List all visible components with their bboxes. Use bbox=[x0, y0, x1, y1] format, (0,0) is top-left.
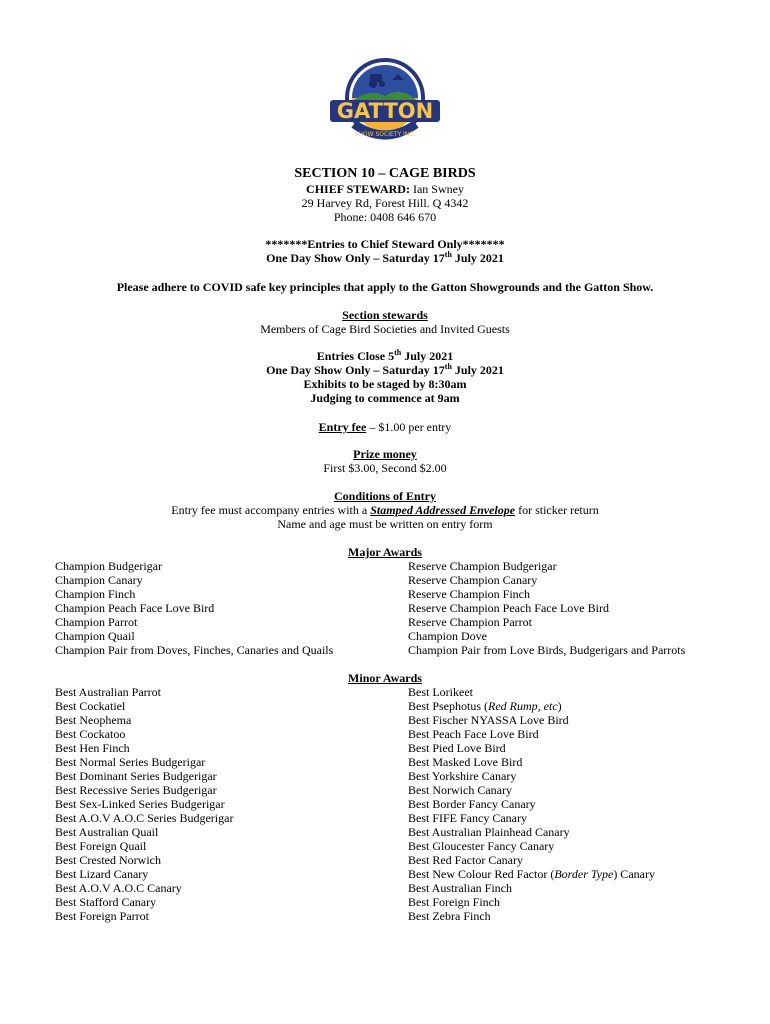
award-item: Best A.O.V A.O.C Canary bbox=[55, 881, 182, 895]
entries-close-text-end: July 2021 bbox=[401, 349, 454, 363]
minor-awards-list bbox=[55, 685, 735, 925]
minor-awards-right bbox=[408, 685, 738, 923]
award-item: Best FIFE Fancy Canary bbox=[408, 811, 527, 825]
conditions-heading: Conditions of Entry bbox=[333, 489, 437, 503]
award-item: Best Norwich Canary bbox=[408, 783, 512, 797]
steward-phone: Phone: 0408 646 670 bbox=[333, 210, 437, 224]
conditions-line-1-text: Entry fee must accompany entries with a bbox=[171, 503, 371, 517]
minor-awards-heading: Minor Awards bbox=[348, 671, 422, 685]
award-item: Best Neophema bbox=[55, 713, 132, 727]
show-day-2-text: One Day Show Only – Saturday 17 bbox=[266, 363, 445, 377]
award-item: Best Dominant Series Budgerigar bbox=[55, 769, 217, 783]
award-item: Best Stafford Canary bbox=[55, 895, 157, 909]
staging-time: Exhibits to be staged by 8:30am bbox=[303, 377, 467, 391]
award-item: Champion Peach Face Love Bird bbox=[55, 601, 215, 615]
logo-text: GATTON bbox=[336, 99, 434, 123]
award-item: Champion Canary bbox=[55, 573, 143, 587]
covid-note: Please adhere to COVID safe key principles that apply to the Gatton Showgrounds and the Gatton Show. bbox=[116, 280, 654, 294]
entry-fee bbox=[0, 420, 770, 434]
section-stewards-heading: Section stewards bbox=[342, 308, 428, 322]
award-item: Best Yorkshire Canary bbox=[408, 769, 517, 783]
show-day-sup: th bbox=[444, 250, 452, 259]
major-awards-list bbox=[55, 559, 735, 659]
award-item: Champion Budgerigar bbox=[55, 559, 162, 573]
award-item: Best Australian Finch bbox=[408, 881, 512, 895]
award-item: Reserve Champion Finch bbox=[408, 587, 530, 601]
prize-money-text: First $3.00, Second $2.00 bbox=[323, 461, 447, 475]
award-item: Champion Parrot bbox=[55, 615, 138, 629]
award-item: Best Border Fancy Canary bbox=[408, 797, 536, 811]
chief-steward-label: CHIEF STEWARD: bbox=[306, 182, 410, 196]
minor-awards-left bbox=[55, 685, 405, 923]
steward-address: 29 Harvey Rd, Forest Hill. Q 4342 bbox=[301, 196, 469, 210]
award-item: Best Masked Love Bird bbox=[408, 755, 523, 769]
award-item: Best Crested Norwich bbox=[55, 853, 161, 867]
award-item: Best New Colour Red Factor (Border Type) Canary bbox=[408, 867, 655, 881]
chief-steward bbox=[0, 182, 770, 196]
award-item: Best Foreign Parrot bbox=[55, 909, 149, 923]
conditions-line-2: Name and age must be written on entry form bbox=[277, 517, 493, 531]
logo-ring-text: SHOW SOCIETY INC. bbox=[354, 131, 416, 138]
award-item: Best Psephotus (Red Rump, etc) bbox=[408, 699, 562, 713]
award-item: Best Zebra Finch bbox=[408, 909, 491, 923]
award-item: Best Pied Love Bird bbox=[408, 741, 506, 755]
entries-close-sup: th bbox=[394, 348, 402, 357]
award-item: Best Recessive Series Budgerigar bbox=[55, 783, 217, 797]
award-item: Best Foreign Quail bbox=[55, 839, 147, 853]
award-item: Best Australian Quail bbox=[55, 825, 159, 839]
entries-note: *******Entries to Chief Steward Only******* bbox=[265, 237, 505, 251]
award-item: Best Australian Parrot bbox=[55, 685, 161, 699]
show-day-line-2 bbox=[0, 363, 770, 377]
award-item: Best Foreign Finch bbox=[408, 895, 500, 909]
award-item: Best Lorikeet bbox=[408, 685, 473, 699]
section-stewards-text: Members of Cage Bird Societies and Invited Guests bbox=[260, 322, 510, 336]
award-item: Best Australian Plainhead Canary bbox=[408, 825, 570, 839]
entries-close bbox=[0, 349, 770, 363]
award-item: Reserve Champion Canary bbox=[408, 573, 538, 587]
section-title: SECTION 10 – CAGE BIRDS bbox=[294, 166, 476, 181]
gatton-show-society-logo bbox=[326, 50, 444, 150]
award-item: Best Cockatoo bbox=[55, 727, 126, 741]
award-item: Best Sex-Linked Series Budgerigar bbox=[55, 797, 225, 811]
show-day-2-text-end: July 2021 bbox=[451, 363, 504, 377]
award-item: Best Normal Series Budgerigar bbox=[55, 755, 206, 769]
entry-fee-label: Entry fee bbox=[318, 420, 367, 434]
conditions-line-1 bbox=[0, 503, 770, 517]
conditions-line-1-end: for sticker return bbox=[515, 503, 599, 517]
show-day-2-sup: th bbox=[444, 362, 452, 371]
award-item: Reserve Champion Parrot bbox=[408, 615, 532, 629]
award-item: Best Hen Finch bbox=[55, 741, 130, 755]
entry-fee-text: – $1.00 per entry bbox=[366, 420, 452, 434]
judging-time: Judging to commence at 9am bbox=[310, 391, 460, 405]
show-day-text-end: July 2021 bbox=[451, 251, 504, 265]
award-item: Best Lizard Canary bbox=[55, 867, 149, 881]
award-item: Reserve Champion Budgerigar bbox=[408, 559, 557, 573]
award-item: Reserve Champion Peach Face Love Bird bbox=[408, 601, 609, 615]
award-item: Best Gloucester Fancy Canary bbox=[408, 839, 555, 853]
award-item: Best Peach Face Love Bird bbox=[408, 727, 539, 741]
award-item: Best Cockatiel bbox=[55, 699, 126, 713]
major-awards-right bbox=[408, 559, 738, 657]
entries-close-text: Entries Close 5 bbox=[316, 349, 395, 363]
major-awards-left bbox=[55, 559, 405, 657]
award-item: Champion Dove bbox=[408, 629, 487, 643]
major-awards-heading: Major Awards bbox=[348, 545, 422, 559]
award-item: Best Red Factor Canary bbox=[408, 853, 523, 867]
chief-steward-name: Ian Swney bbox=[412, 182, 464, 196]
prize-money-heading: Prize money bbox=[353, 447, 417, 461]
award-item: Best Fischer NYASSA Love Bird bbox=[408, 713, 569, 727]
award-item: Champion Quail bbox=[55, 629, 135, 643]
award-item: Champion Pair from Love Birds, Budgerigars and Parrots bbox=[408, 643, 686, 657]
award-item: Champion Finch bbox=[55, 587, 136, 601]
stamped-envelope-emphasis: Stamped Addressed Envelope bbox=[370, 503, 516, 517]
show-day-text: One Day Show Only – Saturday 17 bbox=[266, 251, 445, 265]
award-item: Champion Pair from Doves, Finches, Canaries and Quails bbox=[55, 643, 334, 657]
show-day-line bbox=[0, 251, 770, 265]
award-item: Best A.O.V A.O.C Series Budgerigar bbox=[55, 811, 234, 825]
